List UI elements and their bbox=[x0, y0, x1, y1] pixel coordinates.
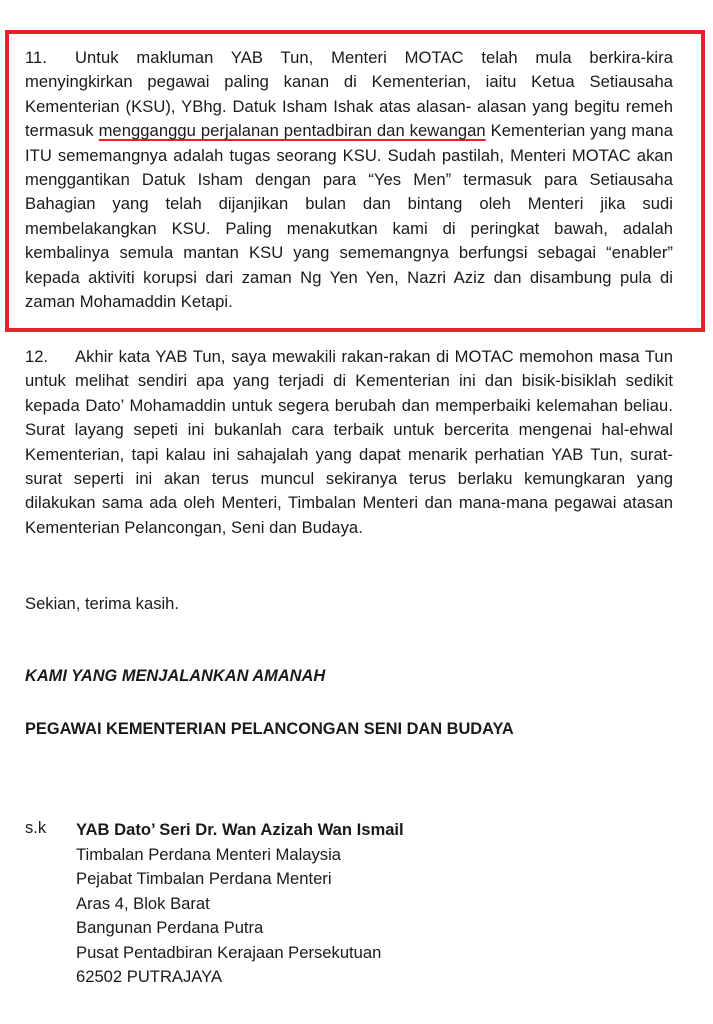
signoff-italic-heading: KAMI YANG MENJALANKAN AMANAH bbox=[25, 667, 326, 685]
paragraph-11-text-start: Untuk makluman YAB Tun, Menteri MOTAC telah mula berkira-kira menyingkirkan pegawai paling kanan di Kementerian, iaitu Ketua Setiausaha Kementerian (KSU), YBhg. Datuk Isham Ishak atas alasan- alasan yang begitu remeh termasuk bbox=[25, 48, 673, 141]
paragraph-12 bbox=[25, 345, 673, 540]
cc-recipient-name: YAB Dato’ Seri Dr. Wan Azizah Wan Ismail bbox=[76, 820, 404, 839]
underlined-phrase: mengganggu perjalanan pentadbiran dan kewangan bbox=[98, 121, 486, 141]
cc-label: s.k bbox=[25, 818, 47, 837]
cc-address-line: Timbalan Perdana Menteri Malaysia bbox=[76, 844, 342, 864]
paragraph-11-text-end: Kementerian yang mana ITU sememangnya adalah tugas seorang KSU. Sudah pastilah, Menteri MOTAC akan menggantikan Datuk Isham dengan para “Yes Men” termasuk para Setiausaha Bahagian yang telah dijanjikan bulan dan bintang oleh Menteri jika sudi membelakangkan KSU. Paling menakutkan kami di peringkat bawah, adalah kembalinya semula mantan KSU yang sememangnya berfungsi sebagai “enabler” kepada aktiviti korupsi dari zaman Ng Yen Yen, Nazri Aziz dan disambung pula di zaman Mohamaddin Ketapi. bbox=[25, 121, 673, 312]
cc-address-line: Aras 4, Blok Barat bbox=[76, 893, 210, 913]
cc-address-line: Pejabat Timbalan Perdana Menteri bbox=[76, 869, 332, 888]
paragraph-number: 11. bbox=[25, 48, 47, 67]
signoff-bold-heading: PEGAWAI KEMENTERIAN PELANCONGAN SENI DAN BUDAYA bbox=[25, 720, 514, 738]
paragraph-11 bbox=[25, 46, 673, 314]
cc-address-line: Bangunan Perdana Putra bbox=[76, 918, 264, 937]
cc-address-line: 62502 PUTRAJAYA bbox=[76, 967, 223, 986]
cc-recipient-block bbox=[76, 818, 404, 990]
paragraph-number: 12. bbox=[25, 347, 49, 366]
closing-line: Sekian, terima kasih. bbox=[25, 594, 180, 613]
paragraph-12-text: Akhir kata YAB Tun, saya mewakili rakan-rakan di MOTAC memohon masa Tun untuk melihat sendiri apa yang terjadi di Kementerian ini dan bisik-bisiklah sedikit kepada Dato’ Mohamaddin untuk segera berubah dan memperbaiki kelemahan beliau. Surat layang sepeti ini bukanlah cara terbaik untuk bercerita mengenai hal-ehwal Kementerian, tapi kalau ini sahajalah yang dapat menarik perhatian YAB Tun, surat-surat seperti ini akan terus muncul sekiranya terus berlaku kemungkaran yang dilakukan sama ada oleh Menteri, Timbalan Menteri dan mana-mana pegawai atasan Kementerian Pelancongan, Seni dan Budaya. bbox=[25, 347, 673, 537]
cc-address-line: Pusat Pentadbiran Kerajaan Persekutuan bbox=[76, 942, 382, 962]
